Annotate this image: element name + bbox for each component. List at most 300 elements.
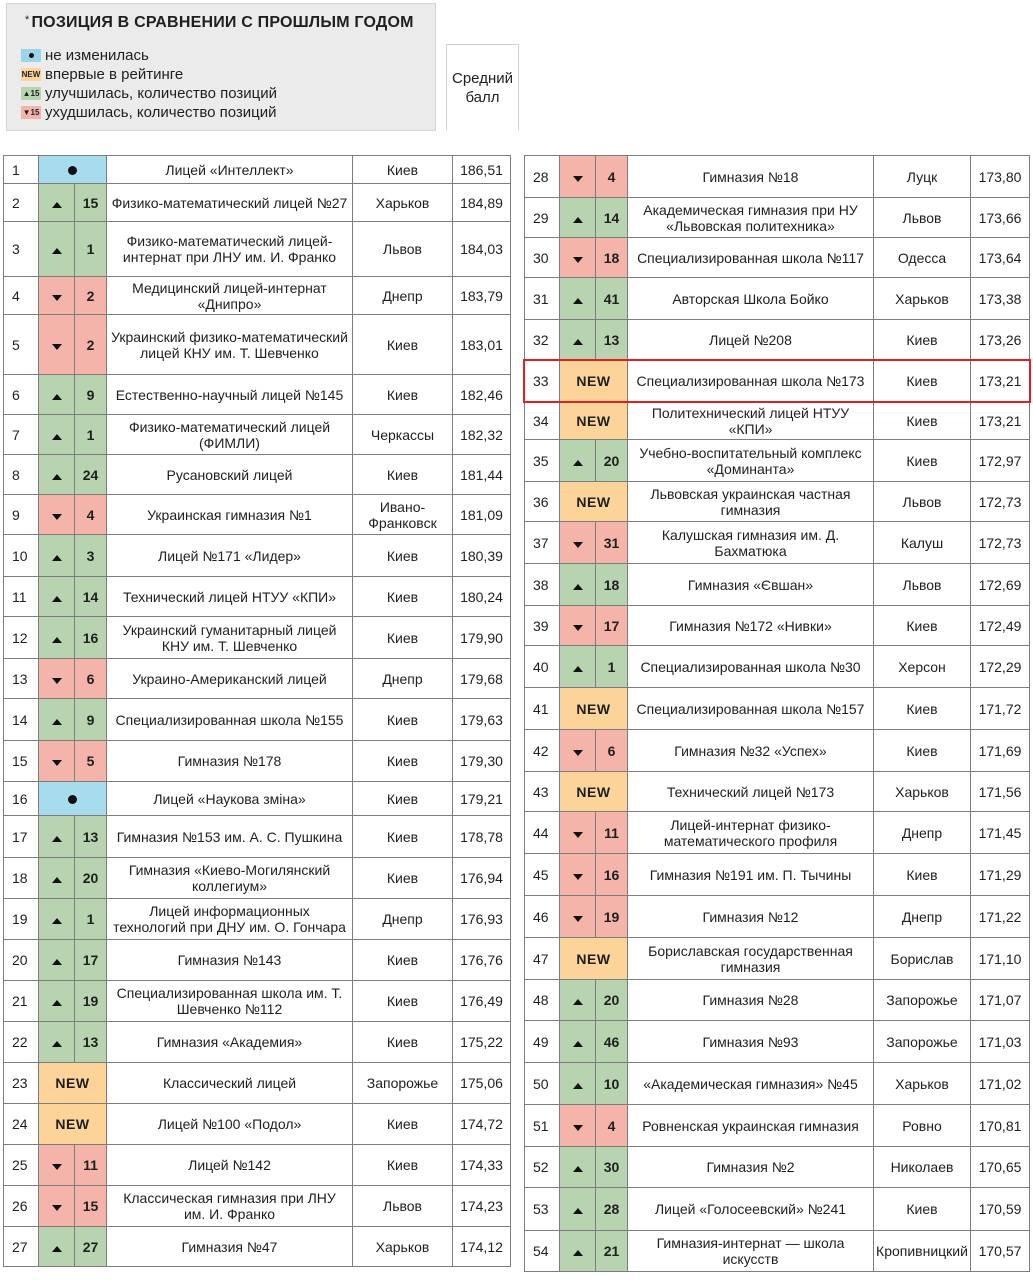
rank-cell: 28 bbox=[525, 156, 560, 198]
school-name: Гимназия №191 им. П. Тычины bbox=[628, 854, 874, 896]
change-count: 4 bbox=[75, 495, 107, 535]
table-row bbox=[525, 812, 1030, 854]
up-arrow-icon: ▲15 bbox=[22, 89, 40, 98]
rank-cell: 14 bbox=[4, 699, 39, 741]
score-cell: 179,30 bbox=[453, 741, 511, 782]
score-cell: 184,03 bbox=[453, 222, 511, 277]
table-row bbox=[525, 938, 1030, 980]
school-name: Гимназия №32 «Успех» bbox=[628, 730, 874, 772]
score-cell: 174,12 bbox=[453, 1227, 511, 1267]
change-cell bbox=[39, 156, 107, 184]
change-count: 20 bbox=[596, 440, 628, 482]
city-cell: Киев bbox=[874, 440, 971, 482]
score-cell: 173,38 bbox=[971, 278, 1030, 320]
table-row bbox=[4, 741, 511, 782]
table-row bbox=[525, 564, 1030, 606]
table-row bbox=[525, 440, 1030, 482]
change-arrow bbox=[560, 238, 596, 278]
change-arrow bbox=[560, 522, 596, 564]
city-cell: Киев bbox=[874, 730, 971, 772]
city-cell: Киев bbox=[353, 741, 453, 782]
city-cell: Киев bbox=[353, 535, 453, 577]
rank-cell: 54 bbox=[525, 1231, 560, 1272]
city-cell: Киев bbox=[353, 375, 453, 415]
city-cell: Одесса bbox=[874, 238, 971, 278]
rank-cell: 31 bbox=[525, 278, 560, 320]
school-name: Гимназия-интернат — школа искусств bbox=[628, 1231, 874, 1272]
dot-icon bbox=[21, 49, 41, 62]
city-cell: Днепр bbox=[353, 277, 453, 315]
change-arrow bbox=[39, 1186, 75, 1227]
school-name: Авторская Школа Бойко bbox=[628, 278, 874, 320]
city-cell: Киев bbox=[353, 315, 453, 375]
score-cell: 171,07 bbox=[971, 980, 1030, 1021]
change-arrow bbox=[560, 1188, 596, 1231]
legend-item-new: NEW впервые в рейтинге bbox=[21, 66, 184, 83]
rank-cell: 9 bbox=[4, 495, 39, 535]
score-cell: 176,93 bbox=[453, 899, 511, 940]
down-arrow-icon bbox=[573, 874, 583, 880]
score-cell: 172,97 bbox=[971, 440, 1030, 482]
table-row bbox=[4, 858, 511, 899]
change-arrow bbox=[39, 1145, 75, 1186]
score-cell: 180,39 bbox=[453, 535, 511, 577]
up-arrow-icon bbox=[52, 202, 62, 208]
legend-item-down: ▼15 ухудшилась, количество позиций bbox=[22, 104, 277, 121]
change-arrow bbox=[39, 617, 75, 659]
city-cell: Киев bbox=[874, 606, 971, 646]
table-row bbox=[4, 535, 511, 577]
dot-icon bbox=[68, 795, 77, 804]
change-count: 1 bbox=[75, 222, 107, 277]
up-arrow-icon bbox=[52, 836, 62, 842]
score-cell: 180,24 bbox=[453, 577, 511, 617]
rank-cell: 51 bbox=[525, 1105, 560, 1147]
change-arrow bbox=[39, 315, 75, 375]
rank-cell: 26 bbox=[4, 1186, 39, 1227]
school-name: Специализированная школа №30 bbox=[628, 646, 874, 688]
score-cell: 173,21 bbox=[971, 402, 1030, 440]
rank-cell: 36 bbox=[525, 482, 560, 522]
up-arrow-icon bbox=[573, 460, 583, 466]
school-name: Специализированная школа №155 bbox=[107, 699, 353, 741]
rank-cell: 43 bbox=[525, 772, 560, 812]
rank-cell: 21 bbox=[4, 981, 39, 1022]
score-cell: 172,49 bbox=[971, 606, 1030, 646]
rank-cell: 53 bbox=[525, 1188, 560, 1231]
up-arrow-icon bbox=[573, 1166, 583, 1172]
table-row bbox=[525, 606, 1030, 646]
city-cell: Харьков bbox=[874, 278, 971, 320]
rank-cell: 16 bbox=[4, 782, 39, 816]
city-cell: Запорожье bbox=[874, 1021, 971, 1063]
new-badge: NEW bbox=[560, 688, 628, 730]
change-arrow bbox=[39, 659, 75, 699]
score-cell: 173,64 bbox=[971, 238, 1030, 278]
city-cell: Киев bbox=[353, 617, 453, 659]
change-count: 1 bbox=[596, 646, 628, 688]
score-cell: 172,69 bbox=[971, 564, 1030, 606]
rank-cell: 45 bbox=[525, 854, 560, 896]
rank-cell: 50 bbox=[525, 1063, 560, 1105]
change-count: 1 bbox=[75, 415, 107, 455]
up-arrow-icon bbox=[52, 394, 62, 400]
table-row bbox=[525, 402, 1030, 440]
table-row bbox=[4, 1104, 511, 1145]
table-row bbox=[525, 1063, 1030, 1105]
city-cell: Запорожье bbox=[353, 1063, 453, 1104]
city-cell: Херсон bbox=[874, 646, 971, 688]
legend-title: * ПОЗИЦИЯ В СРАВНЕНИИ С ПРОШЛЫМ ГОДОМ bbox=[25, 14, 414, 31]
table-row bbox=[4, 455, 511, 495]
school-name: Специализированная школа им. Т. Шевченко №112 bbox=[107, 981, 353, 1022]
change-arrow bbox=[560, 1147, 596, 1188]
city-cell: Киев bbox=[353, 858, 453, 899]
up-arrow-icon bbox=[573, 584, 583, 590]
city-cell: Калуш bbox=[874, 522, 971, 564]
new-badge: NEW bbox=[39, 1063, 107, 1104]
city-cell: Киев bbox=[874, 1188, 971, 1231]
change-count: 14 bbox=[596, 198, 628, 238]
score-cell: 184,89 bbox=[453, 184, 511, 222]
table-row bbox=[525, 1188, 1030, 1231]
change-count: 16 bbox=[596, 854, 628, 896]
table-row bbox=[4, 699, 511, 741]
school-name: Украинская гимназия №1 bbox=[107, 495, 353, 535]
city-cell: Харьков bbox=[874, 1063, 971, 1105]
school-name: Украинский гуманитарный лицей КНУ им. Т. Шевченко bbox=[107, 617, 353, 659]
change-count: 27 bbox=[75, 1227, 107, 1267]
city-cell: Киев bbox=[874, 688, 971, 730]
table-row bbox=[4, 1022, 511, 1063]
table-row bbox=[4, 184, 511, 222]
school-name: Гимназия №2 bbox=[628, 1147, 874, 1188]
city-cell: Киев bbox=[353, 699, 453, 741]
change-count: 46 bbox=[596, 1021, 628, 1063]
city-cell: Киев bbox=[353, 455, 453, 495]
score-cell: 181,44 bbox=[453, 455, 511, 495]
school-name: Физико-математический лицей (ФИМЛИ) bbox=[107, 415, 353, 455]
city-cell: Харьков bbox=[353, 1227, 453, 1267]
score-cell: 171,10 bbox=[971, 938, 1030, 980]
score-cell: 171,69 bbox=[971, 730, 1030, 772]
change-arrow bbox=[560, 730, 596, 772]
down-arrow-icon bbox=[52, 514, 62, 520]
city-cell: Киев bbox=[353, 940, 453, 981]
rank-cell: 3 bbox=[4, 222, 39, 277]
change-count: 16 bbox=[75, 617, 107, 659]
table-row bbox=[4, 816, 511, 858]
rank-cell: 52 bbox=[525, 1147, 560, 1188]
score-cell: 179,90 bbox=[453, 617, 511, 659]
change-count: 4 bbox=[596, 1105, 628, 1147]
change-arrow bbox=[39, 1227, 75, 1267]
rank-cell: 37 bbox=[525, 522, 560, 564]
change-arrow bbox=[560, 1063, 596, 1105]
change-count: 10 bbox=[596, 1063, 628, 1105]
table-row bbox=[525, 482, 1030, 522]
change-arrow bbox=[560, 320, 596, 360]
change-count: 20 bbox=[75, 858, 107, 899]
score-cell: 186,51 bbox=[453, 156, 511, 184]
score-cell: 179,63 bbox=[453, 699, 511, 741]
rank-cell: 17 bbox=[4, 816, 39, 858]
school-name: Технический лицей №173 bbox=[628, 772, 874, 812]
school-name: Гимназия «Киево-Могилянский коллегиум» bbox=[107, 858, 353, 899]
table-row bbox=[525, 278, 1030, 320]
city-cell: Львов bbox=[353, 1186, 453, 1227]
down-arrow-icon bbox=[573, 257, 583, 263]
rank-cell: 40 bbox=[525, 646, 560, 688]
up-arrow-icon bbox=[573, 666, 583, 672]
table-row bbox=[4, 315, 511, 375]
table-row bbox=[525, 854, 1030, 896]
school-name: Физико-математический лицей №27 bbox=[107, 184, 353, 222]
up-arrow-icon bbox=[52, 474, 62, 480]
city-cell: Киев bbox=[353, 156, 453, 184]
score-cell: 181,09 bbox=[453, 495, 511, 535]
change-arrow bbox=[560, 646, 596, 688]
change-arrow bbox=[560, 1231, 596, 1272]
score-cell: 174,33 bbox=[453, 1145, 511, 1186]
change-count: 11 bbox=[596, 812, 628, 854]
city-cell: Киев bbox=[353, 1104, 453, 1145]
change-count: 30 bbox=[596, 1147, 628, 1188]
rank-cell: 47 bbox=[525, 938, 560, 980]
table-row bbox=[4, 1145, 511, 1186]
score-cell: 170,65 bbox=[971, 1147, 1030, 1188]
city-cell: Львов bbox=[874, 564, 971, 606]
table-row bbox=[4, 617, 511, 659]
change-count: 5 bbox=[75, 741, 107, 782]
table-row bbox=[4, 659, 511, 699]
rank-cell: 33 bbox=[525, 360, 560, 402]
rank-cell: 30 bbox=[525, 238, 560, 278]
city-cell: Киев bbox=[353, 816, 453, 858]
up-arrow-icon bbox=[52, 637, 62, 643]
school-name: Физико-математический лицей-интернат при ЛНУ им. И. Франко bbox=[107, 222, 353, 277]
score-cell: 173,80 bbox=[971, 156, 1030, 198]
change-count: 19 bbox=[75, 981, 107, 1022]
school-name: Бориславская государственная гимназия bbox=[628, 938, 874, 980]
city-cell: Киев bbox=[353, 981, 453, 1022]
score-cell: 178,78 bbox=[453, 816, 511, 858]
new-badge: NEW bbox=[21, 70, 41, 79]
table-row bbox=[525, 198, 1030, 238]
school-name: Гимназия №178 bbox=[107, 741, 353, 782]
change-arrow bbox=[560, 606, 596, 646]
score-cell: 182,46 bbox=[453, 375, 511, 415]
table-row bbox=[4, 415, 511, 455]
school-name: Лицей-интернат физико-математического профиля bbox=[628, 812, 874, 854]
rank-cell: 8 bbox=[4, 455, 39, 495]
up-arrow-icon bbox=[573, 217, 583, 223]
change-arrow bbox=[39, 858, 75, 899]
up-arrow-icon bbox=[573, 1083, 583, 1089]
table-row bbox=[525, 1147, 1030, 1188]
table-row bbox=[4, 577, 511, 617]
city-cell: Львов bbox=[353, 222, 453, 277]
down-arrow-icon bbox=[52, 760, 62, 766]
score-column-header: Средний балл bbox=[446, 44, 519, 130]
up-arrow-icon bbox=[52, 434, 62, 440]
city-cell: Борислав bbox=[874, 938, 971, 980]
new-badge: NEW bbox=[560, 772, 628, 812]
new-badge: NEW bbox=[560, 938, 628, 980]
rank-cell: 46 bbox=[525, 896, 560, 938]
school-name: Украинский физико-математический лицей КНУ им. Т. Шевченко bbox=[107, 315, 353, 375]
change-arrow bbox=[39, 375, 75, 415]
up-arrow-icon bbox=[52, 596, 62, 602]
new-badge: NEW bbox=[560, 360, 628, 402]
rank-cell: 27 bbox=[4, 1227, 39, 1267]
city-cell: Киев bbox=[874, 360, 971, 402]
change-arrow bbox=[560, 156, 596, 198]
up-arrow-icon bbox=[52, 719, 62, 725]
table-row bbox=[4, 1227, 511, 1267]
table-row bbox=[525, 320, 1030, 360]
up-arrow-icon bbox=[52, 1000, 62, 1006]
score-cell: 171,29 bbox=[971, 854, 1030, 896]
score-cell: 170,59 bbox=[971, 1188, 1030, 1231]
city-cell: Харьков bbox=[353, 184, 453, 222]
city-cell: Львов bbox=[874, 482, 971, 522]
rank-cell: 48 bbox=[525, 980, 560, 1021]
score-cell: 172,29 bbox=[971, 646, 1030, 688]
city-cell: Киев bbox=[353, 1145, 453, 1186]
legend-item-same: не изменилась bbox=[21, 47, 149, 64]
table-row bbox=[4, 899, 511, 940]
change-count: 6 bbox=[75, 659, 107, 699]
score-cell: 174,72 bbox=[453, 1104, 511, 1145]
ranking-table-right bbox=[524, 155, 1030, 1272]
table-row bbox=[4, 1063, 511, 1104]
school-name: Учебно-воспитательный комплекс «Доминанта» bbox=[628, 440, 874, 482]
city-cell: Днепр bbox=[874, 896, 971, 938]
up-arrow-icon bbox=[52, 959, 62, 965]
city-cell: Киев bbox=[874, 402, 971, 440]
change-arrow bbox=[560, 854, 596, 896]
school-name: «Академическая гимназия» №45 bbox=[628, 1063, 874, 1105]
table-row bbox=[525, 688, 1030, 730]
change-count: 14 bbox=[75, 577, 107, 617]
city-cell: Киев bbox=[874, 854, 971, 896]
school-name: Политехнический лицей НТУУ «КПИ» bbox=[628, 402, 874, 440]
rank-cell: 24 bbox=[4, 1104, 39, 1145]
city-cell: Львов bbox=[874, 198, 971, 238]
change-count: 4 bbox=[596, 156, 628, 198]
table-row bbox=[4, 782, 511, 816]
school-name: Гимназия №143 bbox=[107, 940, 353, 981]
score-cell: 173,26 bbox=[971, 320, 1030, 360]
school-name: Специализированная школа №117 bbox=[628, 238, 874, 278]
change-arrow bbox=[560, 980, 596, 1021]
rank-cell: 42 bbox=[525, 730, 560, 772]
change-count: 1 bbox=[75, 899, 107, 940]
score-cell: 183,01 bbox=[453, 315, 511, 375]
rank-cell: 7 bbox=[4, 415, 39, 455]
change-arrow bbox=[560, 198, 596, 238]
change-arrow bbox=[560, 564, 596, 606]
table-row bbox=[4, 1186, 511, 1227]
city-cell: Днепр bbox=[874, 812, 971, 854]
change-arrow bbox=[39, 699, 75, 741]
change-arrow bbox=[560, 278, 596, 320]
change-arrow bbox=[39, 899, 75, 940]
rank-cell: 32 bbox=[525, 320, 560, 360]
down-arrow-icon bbox=[52, 344, 62, 350]
up-arrow-icon bbox=[573, 1208, 583, 1214]
change-arrow bbox=[39, 816, 75, 858]
change-arrow bbox=[39, 184, 75, 222]
change-count: 19 bbox=[596, 896, 628, 938]
city-cell: Днепр bbox=[353, 659, 453, 699]
rank-cell: 38 bbox=[525, 564, 560, 606]
up-arrow-icon bbox=[52, 1246, 62, 1252]
school-name: Лицей «Наукова зміна» bbox=[107, 782, 353, 816]
table-row bbox=[4, 375, 511, 415]
score-cell: 175,06 bbox=[453, 1063, 511, 1104]
legend-item-up: ▲15 улучшилась, количество позиций bbox=[22, 85, 278, 102]
score-cell: 174,23 bbox=[453, 1186, 511, 1227]
rank-cell: 41 bbox=[525, 688, 560, 730]
down-arrow-icon bbox=[52, 678, 62, 684]
score-cell: 172,73 bbox=[971, 522, 1030, 564]
change-count: 9 bbox=[75, 375, 107, 415]
rank-cell: 2 bbox=[4, 184, 39, 222]
change-arrow bbox=[39, 495, 75, 535]
city-cell: Киев bbox=[353, 577, 453, 617]
down-arrow-icon bbox=[573, 176, 583, 182]
school-name: Гимназия №47 bbox=[107, 1227, 353, 1267]
change-count: 2 bbox=[75, 277, 107, 315]
score-cell: 170,81 bbox=[971, 1105, 1030, 1147]
school-name: Классический лицей bbox=[107, 1063, 353, 1104]
rank-cell: 13 bbox=[4, 659, 39, 699]
school-name: Ровненская украинская гимназия bbox=[628, 1105, 874, 1147]
table-row bbox=[525, 522, 1030, 564]
score-cell: 171,45 bbox=[971, 812, 1030, 854]
city-cell: Черкассы bbox=[353, 415, 453, 455]
change-count: 13 bbox=[75, 1022, 107, 1063]
school-name: Технический лицей НТУУ «КПИ» bbox=[107, 577, 353, 617]
legend-box bbox=[6, 3, 436, 131]
change-arrow bbox=[560, 440, 596, 482]
table-row bbox=[4, 222, 511, 277]
table-row bbox=[525, 1105, 1030, 1147]
table-row bbox=[4, 940, 511, 981]
change-arrow bbox=[39, 1022, 75, 1063]
rank-cell: 10 bbox=[4, 535, 39, 577]
change-count: 41 bbox=[596, 278, 628, 320]
up-arrow-icon bbox=[573, 1250, 583, 1256]
table-row bbox=[525, 1231, 1030, 1272]
up-arrow-icon bbox=[573, 339, 583, 345]
rank-cell: 34 bbox=[525, 402, 560, 440]
score-cell: 173,66 bbox=[971, 198, 1030, 238]
school-name: Естественно-научный лицей №145 bbox=[107, 375, 353, 415]
school-name: Лицей №142 bbox=[107, 1145, 353, 1186]
school-name: Львовская украинская частная гимназия bbox=[628, 482, 874, 522]
school-name: Лицей «Интеллект» bbox=[107, 156, 353, 184]
table-row bbox=[525, 360, 1030, 402]
score-cell: 171,22 bbox=[971, 896, 1030, 938]
up-arrow-icon bbox=[573, 298, 583, 304]
score-cell: 171,72 bbox=[971, 688, 1030, 730]
change-count: 13 bbox=[75, 816, 107, 858]
change-arrow bbox=[39, 981, 75, 1022]
change-count: 31 bbox=[596, 522, 628, 564]
